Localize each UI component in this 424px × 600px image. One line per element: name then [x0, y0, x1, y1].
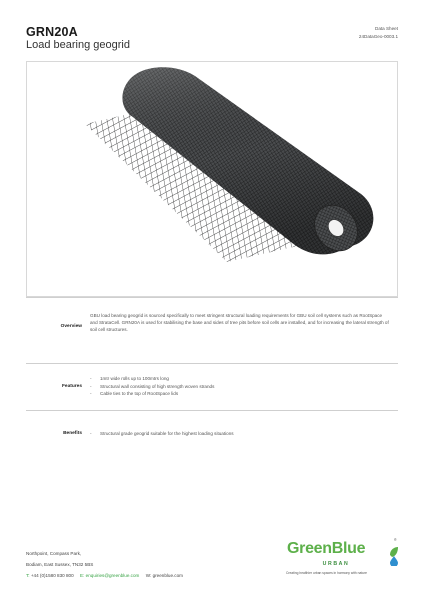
overview-text: GBU load bearing geogrid is sourced specifically to meet stringent structural loading requirements for GBU soil cell systems such as RootSpace and StrataCell. GRN20A is used for stabilising the base and sides of tree pits before soil cells are installed, and for increasing the lateral strength of soil cell structures. [90, 313, 389, 332]
document-reference: 24DataGeo-0003.1 [358, 34, 398, 39]
product-subtitle: Load bearing geogrid [26, 39, 130, 51]
list-item: - Cable ties to the top of RootSpace lids [90, 391, 390, 397]
document-type: Data Sheet [375, 26, 398, 31]
registered-mark: ® [394, 538, 397, 542]
benefits-label: Benefits [63, 431, 82, 436]
phone-number[interactable]: +44 (0)1580 830 800 [30, 573, 74, 578]
overview-label: Overview [60, 324, 82, 329]
web-link[interactable]: greenblue.com [152, 573, 183, 578]
list-item: - Structural grade geogrid suitable for the highest loading situations [90, 431, 390, 437]
geogrid-roll-image [27, 62, 398, 297]
product-image-frame [26, 61, 398, 297]
list-item: - 1mtr wide rolls up to 100mtrs long [90, 376, 390, 382]
benefits-list [90, 431, 390, 439]
list-item: - Structural wall consisting of high strength woven strands [90, 384, 390, 390]
logo-urban: URBAN [322, 561, 350, 567]
web-label: W: [145, 573, 152, 578]
address-line-1: Northpoint, Compass Park, [26, 551, 82, 556]
divider-top [26, 297, 398, 298]
greenblue-logo [286, 540, 402, 584]
contact-row [26, 573, 183, 578]
phone-label: T: [26, 573, 30, 578]
logo-wordmark: GreenBlue [287, 540, 366, 557]
divider-features [26, 410, 398, 411]
address-line-2: Bodiam, East Sussex, TN32 5BS [26, 562, 94, 567]
features-label: Features [62, 384, 82, 389]
features-list [90, 376, 390, 399]
email-link[interactable]: enquiries@greenblue.com [85, 573, 140, 578]
email-label: E: [80, 573, 85, 578]
leaf-drop-icon [388, 546, 400, 566]
divider-overview [26, 363, 398, 364]
product-code: GRN20A [26, 25, 78, 39]
logo-tagline: Creating healthier urban spaces in harmony with nature [286, 571, 368, 575]
